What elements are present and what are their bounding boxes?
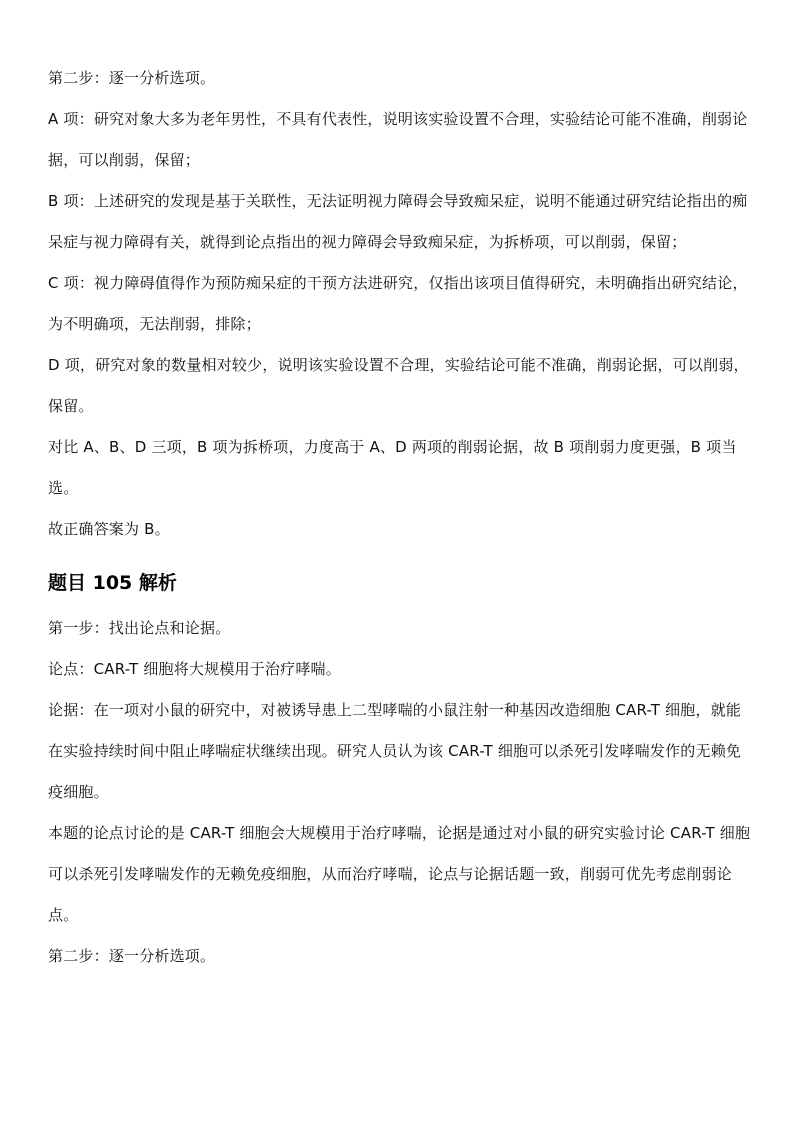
answer-paragraph: 故正确答案为 B。 <box>48 520 170 538</box>
step2-paragraph: 第二步：逐一分析选项。 <box>48 69 216 87</box>
option-a-analysis: A 项：研究对象大多为老年男性，不具有代表性，说明该实验设置不合理，实验结论可能不准确，削弱论据，可以削弱，保留； <box>48 110 748 169</box>
document-page <box>48 58 756 977</box>
evidence-paragraph: 论据：在一项对小鼠的研究中，对被诱导患上二型哮喘的小鼠注射一种基因改造细胞 CAR-T 细胞，就能在实验持续时间中阻止哮喘症状继续出现。研究人员认为该 CAR-T 细胞可以杀死引发哮喘发作的无赖免疫细胞。 <box>48 701 742 801</box>
step2-paragraph-q105: 第二步：逐一分析选项。 <box>48 947 216 965</box>
option-d-analysis: D 项，研究对象的数量相对较少，说明该实验设置不合理，实验结论可能不准确，削弱论据，可以削弱，保留。 <box>48 356 749 415</box>
option-c-analysis: C 项：视力障碍值得作为预防痴呆症的干预方法进研究，仅指出该项目值得研究，未明确指出研究结论，为不明确项，无法削弱，排除； <box>48 274 748 333</box>
thesis-paragraph: 论点：CAR-T 细胞将大规模用于治疗哮喘。 <box>48 660 341 678</box>
question-105-heading: 题目 105 解析 <box>48 572 177 594</box>
comparison-paragraph: 对比 A、B、D 三项，B 项为拆桥项，力度高于 A、D 两项的削弱论据，故 B 项削弱力度更强，B 项当选。 <box>48 438 737 497</box>
option-b-analysis: B 项：上述研究的发现是基于关联性，无法证明视力障碍会导致痴呆症，说明不能通过研究结论指出的痴呆症与视力障碍有关，就得到论点指出的视力障碍会导致痴呆症，为拆桥项，可以削弱，保留； <box>48 192 748 251</box>
discussion-paragraph: 本题的论点讨论的是 CAR-T 细胞会大规模用于治疗哮喘，论据是通过对小鼠的研究实验讨论 CAR-T 细胞可以杀死引发哮喘发作的无赖免疫细胞，从而治疗哮喘，论点与论据话题一致，削弱可优先考虑削弱论点。 <box>48 824 751 924</box>
step1-paragraph: 第一步：找出论点和论据。 <box>48 619 231 637</box>
